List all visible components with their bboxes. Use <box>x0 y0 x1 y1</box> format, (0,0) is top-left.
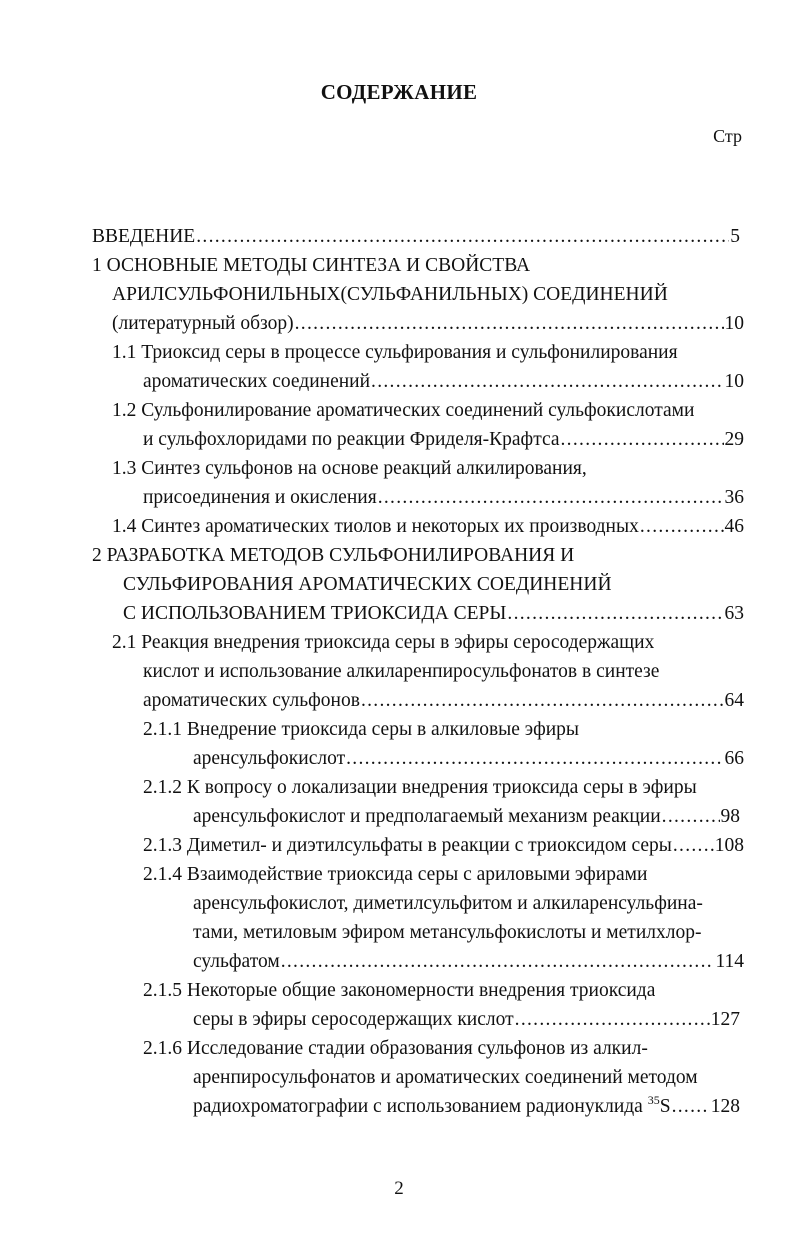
toc-entry <box>123 601 744 627</box>
toc-entry <box>92 543 574 569</box>
toc-entry-text: АРИЛСУЛЬФОНИЛЬНЫХ(СУЛЬФАНИЛЬНЫХ) СОЕДИНЕНИЙ <box>112 284 668 305</box>
toc-entry-page: 10 <box>724 371 744 392</box>
toc-entry-page: 36 <box>724 487 744 508</box>
toc-entry <box>143 369 744 395</box>
toc-entry-text: 2 РАЗРАБОТКА МЕТОДОВ СУЛЬФОНИЛИРОВАНИЯ И <box>92 545 575 566</box>
toc-entry-text: 2.1.2 К вопросу о локализации внедрения триоксида серы в эфиры <box>143 777 697 798</box>
toc-entry <box>143 485 744 511</box>
toc-entry <box>193 1007 740 1033</box>
toc-entry <box>92 224 740 250</box>
toc-entry-page: 63 <box>724 603 744 624</box>
toc-entry <box>193 1065 698 1091</box>
toc-entry-text: 1.1 Триоксид серы в процессе сульфирования и сульфонилирования <box>112 342 678 363</box>
toc-entry <box>112 282 668 308</box>
toc-entry-page: 5 <box>730 226 740 247</box>
toc-entry <box>143 775 697 801</box>
toc-entry <box>193 804 740 830</box>
toc-entry <box>112 456 587 482</box>
toc-entry-text: присоединения и окисления <box>143 487 377 508</box>
page-number: 2 <box>394 1178 404 1199</box>
toc-entry-text-main: радиохроматографии с использованием радионуклида <box>193 1096 648 1117</box>
toc-entry-page: 64 <box>724 690 744 711</box>
toc-entry-text: ароматических соединений <box>143 371 371 392</box>
toc-entry <box>193 891 703 917</box>
toc-entry <box>92 253 530 279</box>
toc-entry-text: 1.3 Синтез сульфонов на основе реакций алкилирования, <box>112 458 587 479</box>
toc-entry-text: и сульфохлоридами по реакции Фриделя-Крафтса <box>143 429 560 450</box>
toc-entry-text: 1.4 Синтез ароматических тиолов и некоторых их производных <box>112 516 639 537</box>
toc-entry-text: сульфатом <box>193 951 280 972</box>
toc-entry-text <box>193 1094 671 1120</box>
toc-entry <box>143 427 744 453</box>
toc-entry <box>193 949 744 975</box>
toc-leader <box>561 427 724 453</box>
toc-leader <box>640 514 724 540</box>
toc-leader <box>378 485 724 511</box>
toc-entry-page: 29 <box>724 429 744 450</box>
toc-leader <box>196 224 729 250</box>
toc-leader <box>295 311 724 337</box>
toc-entry-page: 114 <box>715 951 744 972</box>
toc-entry <box>143 862 647 888</box>
toc-entry <box>112 398 694 424</box>
toc-entry-text: 2.1.1 Внедрение триоксида серы в алкиловые эфиры <box>143 719 579 740</box>
toc-entry-text: 2.1.5 Некоторые общие закономерности внедрения триоксида <box>143 980 656 1001</box>
toc-entry-page: 10 <box>724 313 744 334</box>
toc-entry <box>143 659 659 685</box>
toc-leader <box>346 746 723 772</box>
toc-entry-page: 66 <box>724 748 744 769</box>
toc-entry <box>143 1036 648 1062</box>
toc-entry <box>193 920 701 946</box>
toc-entry <box>112 514 744 540</box>
toc-leader <box>672 1094 710 1120</box>
toc-leader <box>673 833 714 859</box>
toc-entry-text-tail: S <box>659 1096 671 1117</box>
toc-entry-text: тами, метиловым эфиром метансульфокислоты и метилхлор- <box>193 922 702 943</box>
toc-entry-page: 108 <box>714 835 744 856</box>
toc-entry <box>123 572 612 598</box>
toc-entry-text: СУЛЬФИРОВАНИЯ АРОМАТИЧЕСКИХ СОЕДИНЕНИЙ <box>123 574 612 595</box>
toc-leader <box>515 1007 710 1033</box>
toc-entry-text: 1.2 Сульфонилирование ароматических соединений сульфокислотами <box>112 400 695 421</box>
toc-entry <box>143 833 744 859</box>
page-column-header: Стр <box>713 126 742 146</box>
toc-entry-text: серы в эфиры серосодержащих кислот <box>193 1009 514 1030</box>
toc-leader <box>662 804 720 830</box>
toc-entry-text: аренсульфокислот и предполагаемый механизм реакции <box>193 806 661 827</box>
toc-entry-text: (литературный обзор) <box>112 313 294 334</box>
toc-leader <box>361 688 724 714</box>
toc-entry-text: С ИСПОЛЬЗОВАНИЕМ ТРИОКСИДА СЕРЫ <box>123 603 507 624</box>
toc-entry-text: 1 ОСНОВНЫЕ МЕТОДЫ СИНТЕЗА И СВОЙСТВА <box>92 255 531 276</box>
toc-leader <box>371 369 723 395</box>
toc-leader <box>281 949 715 975</box>
toc-entry-text: аренпиросульфонатов и ароматических соединений методом <box>193 1067 698 1088</box>
toc-entry <box>112 340 678 366</box>
toc-entry <box>193 746 744 772</box>
toc-entry-page: 127 <box>710 1009 740 1030</box>
toc-entry <box>193 1094 740 1120</box>
toc-entry-page: 98 <box>720 806 740 827</box>
toc-entry <box>143 978 655 1004</box>
toc-entry <box>112 311 744 337</box>
toc-entry-page: 128 <box>710 1096 740 1117</box>
toc-entry-text: аренсульфокислот <box>193 748 346 769</box>
toc-entry-text: 2.1.6 Исследование стадии образования сульфонов из алкил- <box>143 1038 648 1059</box>
page-title: СОДЕРЖАНИЕ <box>320 80 478 104</box>
toc-entry-text: ВВЕДЕНИЕ <box>92 226 196 247</box>
toc-entry-page: 46 <box>724 516 744 537</box>
toc-entry-text: 2.1 Реакция внедрения триоксида серы в эфиры серосодержащих <box>112 632 655 653</box>
toc-entry-text: 2.1.3 Диметил- и диэтилсульфаты в реакции с триоксидом серы <box>143 835 672 856</box>
toc-entry <box>143 717 579 743</box>
toc-entry-text: 2.1.4 Взаимодействие триоксида серы с ариловыми эфирами <box>143 864 648 885</box>
toc-entry-text: аренсульфокислот, диметилсульфитом и алкиларенсульфина- <box>193 893 703 914</box>
toc-entry-text: кислот и использование алкиларенпиросульфонатов в синтезе <box>143 661 660 682</box>
superscript-mass-number: 35 <box>647 1094 660 1107</box>
toc-leader <box>507 601 723 627</box>
toc-entry <box>112 630 654 656</box>
toc-entry-text: ароматических сульфонов <box>143 690 360 711</box>
toc-entry <box>143 688 744 714</box>
